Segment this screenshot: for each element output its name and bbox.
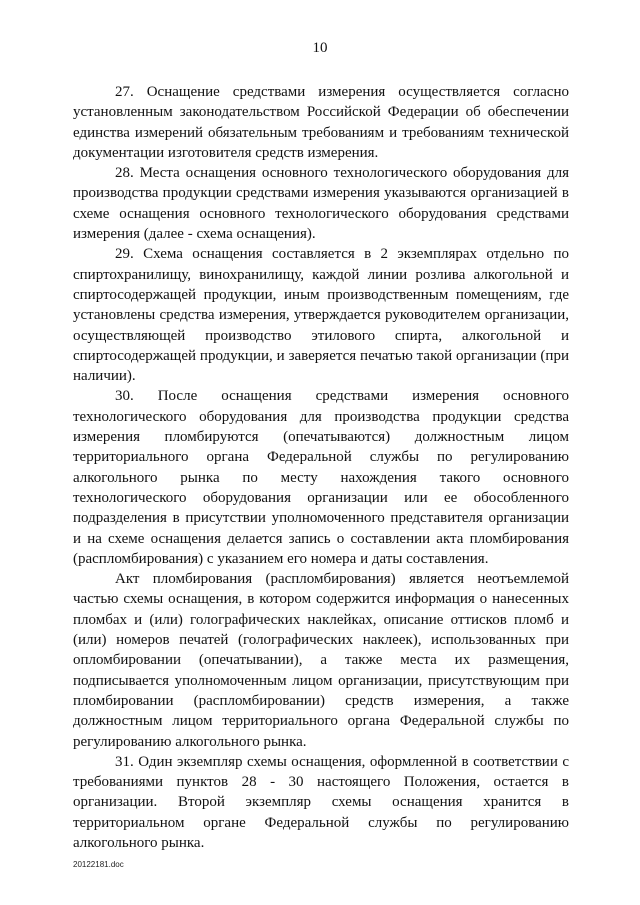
paragraph-27: 27. Оснащение средствами измерения осуществляется согласно установленным законодательством Российской Федерации об обеспечении единства измерений обязательным требованиям и требованиям технической документации изготовителя средств измерения. [73,84,569,161]
page-number: 10 [312,40,328,56]
document-body [73,82,569,853]
paragraph-28: 28. Места оснащения основного технологического оборудования для производства продукции средствами измерения указываются организацией в схеме оснащения основного технологического оборудования средствами измерения (далее - схема оснащения). [73,165,569,243]
paragraph-30: 30. После оснащения средствами измерения основного технологического оборудования для производства продукции средства измерения пломбируются (опечатываются) должностным лицом территориального органа Федеральной службы по регулированию алкогольного рынка по месту нахождения такого основного технологического оборудования организации или ее обособленного подразделения в присутствии уполномоченного представителя организации и на схеме оснащения делается запись о составлении акта пломбирования (распломбирования) с указанием его номера и даты составления. [73,388,569,567]
footer-filename: 20122181.doc [73,860,124,869]
paragraph-act: Акт пломбирования (распломбирования) является неотъемлемой частью схемы оснащения, в котором содержится информация о нанесенных пломбах и (или) голографических наклейках, описание оттисков пломб и (или) номеров печатей (голографических наклеек), использованных при опломбировании (опечатывании), а также места их размещения, подписывается уполномоченным лицом организации, присутствующим при пломбировании (распломбировании) средств измерения, а также должностным лицом территориального органа Федеральной службы по регулированию алкогольного рынка. [73,571,569,750]
paragraph-31: 31. Один экземпляр схемы оснащения, оформленной в соответствии с требованиями пунктов 28 - 30 настоящего Положения, остается в организации. Второй экземпляр схемы оснащения хранится в территориальном органе Федеральной службы по регулированию алкогольного рынка. [73,753,569,851]
paragraph-29: 29. Схема оснащения составляется в 2 экземплярах отдельно по спиртохранилищу, винохранилищу, каждой линии розлива алкогольной и спиртосодержащей продукции, иным производственным помещениям, где установлены средства измерения, утверждается руководителем организации, осуществляющей производство этилового спирта, алкогольной и спиртосодержащей продукции, и заверяется печатью такой организации (при наличии). [73,246,569,385]
